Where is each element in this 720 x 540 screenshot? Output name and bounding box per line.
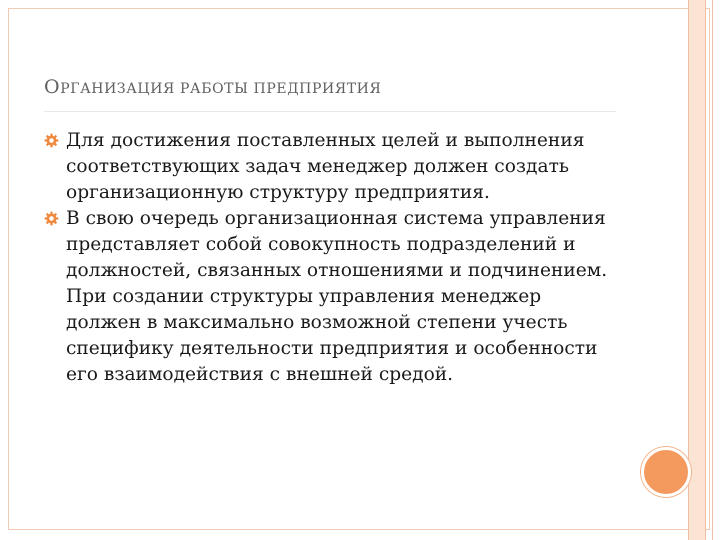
- bullet-text: В свою очередь организационная система управления представляет собой совокупность подразделений и должностей, связанных отношениями и подчинением. При создании структуры управления менеджер должен в максимально возможной степени учесть специфику деятельности предприятия и особенности его взаимодействия с внешней средой.: [66, 208, 608, 385]
- bullet-list: [44, 128, 614, 388]
- bullet-item: [44, 206, 614, 388]
- gear-bullet-icon: [44, 211, 59, 226]
- bullet-text: Для достижения поставленных целей и выполнения соответствующих задач менеджер должен создать организационную структуру предприятия.: [66, 130, 585, 203]
- right-decorative-band: [688, 0, 706, 540]
- title-divider: [44, 111, 616, 112]
- title-rest: РГАНИЗАЦИЯ РАБОТЫ ПРЕДПРИЯТИЯ: [60, 81, 382, 97]
- title-initial: О: [44, 76, 61, 98]
- right-edge-line: [712, 0, 713, 540]
- orange-circle-decoration: [641, 447, 691, 497]
- bullet-item: [44, 128, 614, 206]
- gear-bullet-icon: [44, 133, 59, 148]
- slide-title: [44, 76, 381, 98]
